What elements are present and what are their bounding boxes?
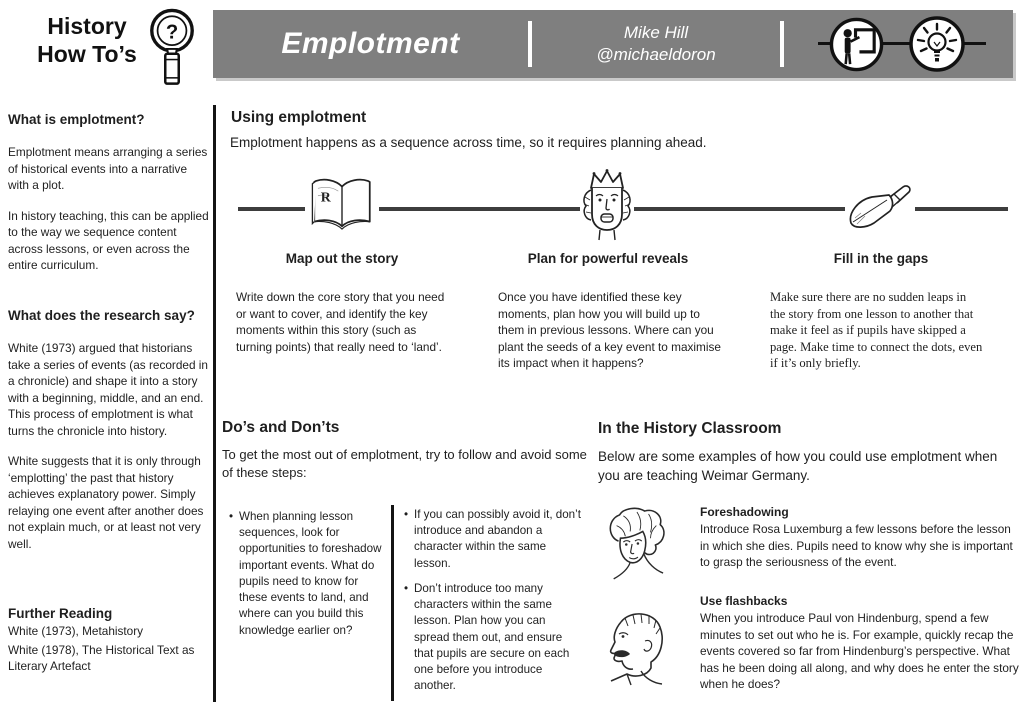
example-title-foreshadowing: Foreshadowing [700,505,789,519]
dos-donts-right-column [403,507,581,703]
dos-donts-subtitle: To get the most out of emplotment, try to follow and avoid some of these steps: [222,447,587,480]
author-handle: @michaeldoron [596,45,716,64]
example-text-flashbacks: When you introduce Paul von Hindenburg, spend a few minutes to set out who he is. For example, quickly recap the events covered so far from Hindenburg’s perspective. What has he been doing all along, and why does he enter the story when he does? [700,611,1019,692]
bullet-item: • If you can possibly avoid it, don’t introduce and abandon a character within the same lesson. [403,507,581,572]
example-title-flashbacks: Use flashbacks [700,594,788,608]
step-text-reveals: Once you have identified these key moments, plan how you will build up to them in previous lessons. Where can you plant the seeds of a key event to maximise its impact when it happens? [498,290,721,371]
section-heading: Further Reading [8,606,113,621]
paragraph: Emplotment means arranging a series of historical events into a narrative with a plot. [8,145,208,193]
paragraph: White (1973) argued that historians take a series of events (as recorded in a chronicle) and shape it into a story with a beginning, middle, and an end. This process of emplotment is what turns the chronicle into history. [8,341,208,438]
example-text-foreshadowing: Introduce Rosa Luxemburg a few lessons before the lesson in which she dies. Pupils need to know why she is important to grasp the seriousness of the event. [700,522,1013,570]
paragraph: White suggests that it is only through ‘emplotting’ the past that history achieves explanatory power. Simply relaying one event after another does not explain much, or at least not very well. [8,454,204,551]
dos-donts-divider [391,505,394,701]
step-label-reveals: Plan for powerful reveals [527,251,689,266]
trowel-icon [845,182,915,232]
bullet-item: • When planning lesson sequences, look for opportunities to foreshadow important events. What do pupils need to know for these events to land, and where can you build this knowledge earlier on? [228,509,386,639]
using-emplotment-subtitle: Emplotment happens as a sequence across time, so it requires planning ahead. [230,135,707,150]
series-logo [28,12,146,68]
reading-item: White (1973), Metahistory [8,624,144,638]
dos-donts-heading: Do’s and Don’ts [222,419,340,436]
title-banner [213,10,1013,78]
reading-item: White (1978), The Historical Text as Literary Artefact [8,642,195,673]
rosa-luxemburg-portrait-icon [604,505,666,583]
classroom-subtitle: Below are some examples of how you could use emplotment when you are teaching Weimar Germany. [598,449,998,483]
banner-icon-group [784,10,1013,78]
step-text-map-story: Write down the core story that you need or want to cover, and identify the key moments within this story (such as turning points) that really need to ‘land’. [236,290,445,354]
section-heading: What is emplotment? [8,112,145,127]
author-name: Mike Hill [623,22,689,42]
classroom-heading: In the History Classroom [598,420,782,437]
dos-donts-left-column [228,509,386,648]
sidebar-section-research [8,308,209,566]
bullet-item: • Don’t introduce too many characters within the same lesson. Plan how you can spread them out, and ensure that pupils are secure on each one before you introduce another. [403,581,581,695]
author-credit [532,22,780,66]
step-label-gaps: Fill in the gaps [833,251,929,266]
hindenburg-portrait-icon [600,606,672,690]
open-book-icon [305,175,379,235]
svg-text:R: R [320,190,331,206]
series-logo-line1: History [47,13,127,39]
paragraph: In history teaching, this can be applied to the way we sequence content across lessons, or even across the entire curriculum. [8,208,209,273]
section-heading: What does the research say? [8,308,195,323]
using-emplotment-heading: Using emplotment [231,109,367,126]
svg-text:?: ? [165,21,179,44]
main-vertical-divider [213,105,216,702]
sidebar-section-what-is [8,112,209,288]
teacher-board-icon [829,17,884,72]
magnifier-question-icon [146,6,198,90]
sidebar-section-further-reading [8,606,209,678]
monarch-icon [580,167,634,248]
step-label-map-story: Map out the story [285,251,399,266]
series-logo-line2: How To’s [37,41,137,68]
step-text-gaps: Make sure there are no sudden leaps in the story from one lesson to another that make it feel as if pupils have skipped a page. Make time to connect the dots, even if it’s only briefly. [770,290,983,371]
lightbulb-icon [908,15,966,73]
page-title: Emplotment [281,27,460,60]
